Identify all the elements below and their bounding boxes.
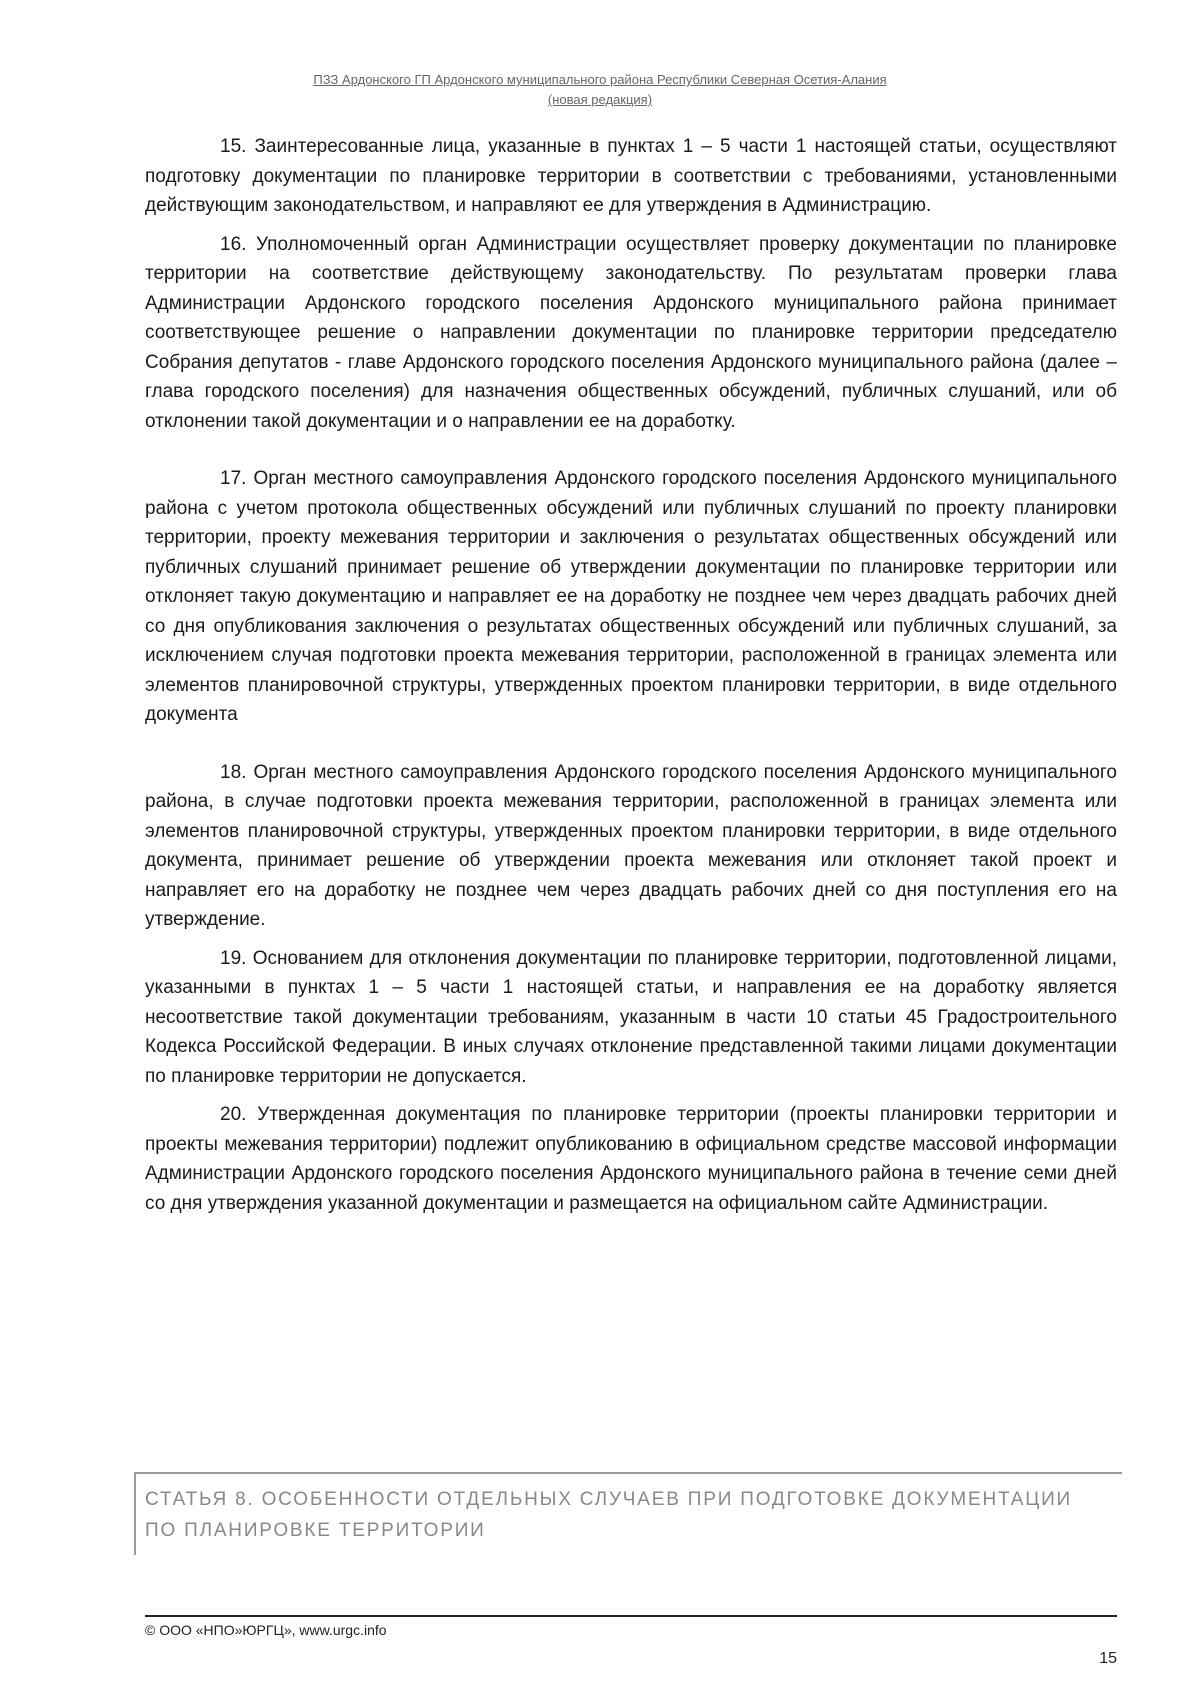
paragraph-number: 19.: [220, 947, 247, 969]
header-subtitle: (новая редакция): [547, 92, 653, 107]
paragraph-text: Основанием для отклонения документации по планировке территории, подготовленной лицами, указанными в пунктах 1 – 5 части 1 настоящей статьи, и направления ее на доработку является несоответствие такой документации требованиям, указанным в части 10 статьи 45 Градостроительного Кодекса Российской Федерации. В иных случаях отклонение представленной такими лицами документации по планировке территории не допускается.: [145, 947, 1118, 1087]
document-body: [145, 132, 1117, 1227]
paragraph-19: [145, 944, 1117, 1092]
paragraph-number: 17.: [220, 468, 247, 489]
paragraph-number: 20.: [220, 1104, 247, 1125]
header-title: ПЗЗ Ардонского ГП Ардонского муниципального района Республики Северная Осетия-Алания: [313, 72, 887, 87]
paragraph-number: 18.: [220, 761, 247, 783]
paragraph-20: [145, 1100, 1117, 1218]
paragraph-text: Орган местного самоуправления Ардонского городского поселения Ардонского муниципального района с учетом протокола общественных обсуждений или публичных слушаний по проекту планировки территории, проекту межевания территории и заключения о результатах общественных обсуждений или публичных слушаний принимает решение об утверждении документации по планировке территории или отклоняет такую документацию и направляет ее на доработку не позднее чем через двадцать рабочих дней со дня опубликования заключения о результатах общественных обсуждений или публичных слушаний, за исключением случая подготовки проекта межевания территории, расположенной в границах элемента или элементов планировочной структуры, утвержденных проектом планировки территории, в виде отдельного документа: [145, 468, 1117, 725]
paragraph-18: [145, 758, 1117, 935]
paragraph-text: Утвержденная документация по планировке территории (проекты планировки территории и проекты межевания территории) подлежит опубликованию в официальном средстве массовой информации Администрации Ардонского городского поселения Ардонского муниципального района в течение семи дней со дня утверждения указанной документации и размещается на официальном сайте Администрации.: [145, 1104, 1117, 1214]
paragraph-text: Орган местного самоуправления Ардонского городского поселения Ардонского муниципального района, в случае подготовки проекта межевания территории, расположенной в границах элемента или элементов планировочной структуры, утвержденных проектом планировки территории, в виде отдельного документа, принимает решение об утверждении проекта межевания или отклоняет такой проект и направляет его на доработку не позднее чем через двадцать рабочих дней со дня поступления его на утверждение.: [145, 761, 1117, 930]
paragraph-17: [145, 464, 1117, 730]
footer-copyright: © ООО «НПО»ЮРГЦ», www.urgc.info: [145, 1622, 387, 1638]
footer-divider: [145, 1615, 1117, 1617]
paragraph-text: Заинтересованные лица, указанные в пунктах 1 – 5 части 1 настоящей статьи, осуществляют подготовку документации по планировке территории в соответствии с требованиями, установленными действующим законодательством, и направляют ее для утверждения в Администрацию.: [145, 136, 1117, 216]
paragraph-15: [145, 132, 1117, 221]
page-header: [0, 70, 1200, 110]
paragraph-number: 15.: [220, 136, 247, 157]
section-heading-box: [134, 1472, 1122, 1555]
page-number: 15: [1099, 1650, 1117, 1667]
section-title: СТАТЬЯ 8. ОСОБЕННОСТИ ОТДЕЛЬНЫХ СЛУЧАЕВ ПРИ ПОДГОТОВКЕ ДОКУМЕНТАЦИИ ПО ПЛАНИРОВКЕ ТЕРРИТОРИИ: [145, 1489, 1072, 1541]
paragraph-text: Уполномоченный орган Администрации осуществляет проверку документации по планировке территории на соответствие действующему законодательству. По результатам проверки глава Администрации Ардонского городского поселения Ардонского муниципального района принимает соответствующее решение о направлении документации по планировке территории председателю Собрания депутатов - главе Ардонского городского поселения Ардонского муниципального района (далее – глава городского поселения) для назначения общественных обсуждений, публичных слушаний, или об отклонении такой документации и о направлении ее на доработку.: [145, 233, 1118, 432]
paragraph-16: [145, 230, 1117, 437]
paragraph-number: 16.: [220, 233, 247, 255]
